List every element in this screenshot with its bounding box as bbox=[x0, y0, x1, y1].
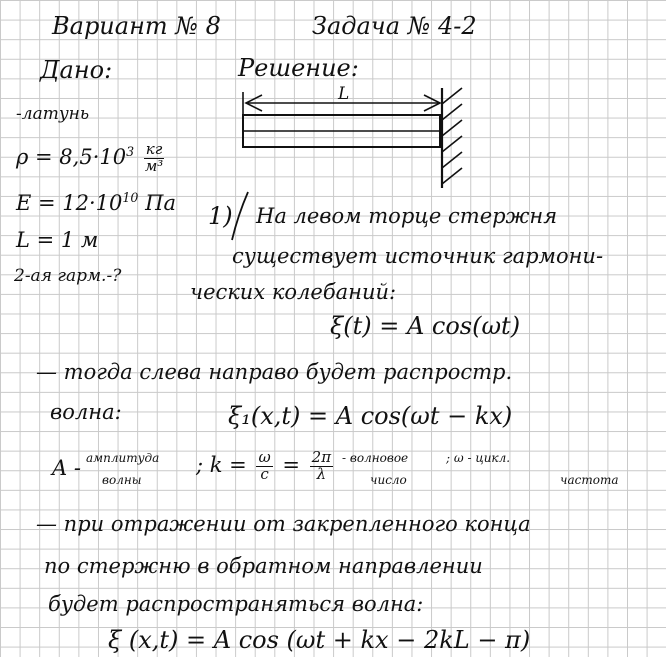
variant-label: Вариант № 8 bbox=[52, 12, 221, 40]
given-title: Дано: bbox=[40, 56, 113, 84]
amplitude-text-top: амплитуда bbox=[86, 451, 160, 465]
step-bracket bbox=[232, 192, 248, 240]
k-frac2-den: λ bbox=[316, 464, 327, 483]
solution-line-7: по стержню в обратном направлении bbox=[44, 554, 483, 578]
k-frac-2pi-lambda bbox=[310, 450, 333, 483]
solution-title: Решение: bbox=[238, 54, 359, 82]
equation-source: ξ(t) = A cos(ωt) bbox=[330, 312, 521, 340]
wavenumber-text-top: - волновое bbox=[342, 451, 409, 465]
density-unit bbox=[144, 142, 165, 175]
equation-reflected-wave: ξ (x,t) = A cos (ωt + kx − 2kL − π) bbox=[108, 626, 531, 654]
omega-text-top: ; ω - цикл. bbox=[446, 451, 511, 465]
equation-forward-wave: ξ₁(x,t) = A cos(ωt − kx) bbox=[228, 402, 513, 430]
omega-text-bottom: частота bbox=[560, 473, 619, 487]
k-lhs: ; k = bbox=[196, 452, 247, 477]
solution-line-8: будет распространяться волна: bbox=[48, 592, 424, 616]
wave-word: волна: bbox=[50, 400, 122, 424]
given-question: 2-ая гарм.-? bbox=[14, 266, 122, 286]
amplitude-symbol: A - bbox=[52, 456, 81, 480]
density-exponent: 3 bbox=[126, 143, 135, 159]
k-frac-omega-c bbox=[256, 450, 272, 483]
given-material: -латунь bbox=[16, 104, 90, 124]
wall-hatching bbox=[442, 88, 462, 184]
amplitude-text-bottom: волны bbox=[102, 473, 142, 487]
k-eq-sign: = bbox=[282, 452, 300, 477]
given-length: L = 1 м bbox=[16, 228, 99, 252]
k-frac1-den: c bbox=[260, 464, 269, 483]
wavenumber-text-bottom: число bbox=[370, 473, 407, 487]
wavenumber-equation bbox=[196, 450, 336, 483]
density-unit-den: м³ bbox=[144, 156, 164, 175]
given-modulus bbox=[16, 192, 176, 214]
density-lhs: ρ = 8,5·10 bbox=[16, 144, 127, 169]
modulus-exponent: 10 bbox=[122, 190, 139, 205]
density-unit-num: кг bbox=[145, 140, 163, 158]
task-label: Задача № 4-2 bbox=[312, 12, 477, 40]
rod-length-label: L bbox=[338, 84, 350, 104]
step-number: 1) bbox=[208, 202, 233, 230]
solution-line-6: — при отражении от закрепленного конца bbox=[36, 512, 531, 536]
solution-line-4: — тогда слева направо будет распростр. bbox=[36, 360, 513, 384]
solution-line-1: На левом торце стержня bbox=[256, 204, 558, 228]
k-frac1-num: ω bbox=[258, 448, 271, 466]
solution-line-2: существует источник гармони- bbox=[232, 244, 604, 268]
given-density bbox=[16, 142, 167, 175]
solution-line-3: ческих колебаний: bbox=[190, 280, 397, 304]
k-frac2-num: 2π bbox=[311, 448, 332, 466]
modulus-unit: Па bbox=[145, 191, 176, 215]
modulus-lhs: E = 12·10 bbox=[16, 191, 123, 215]
